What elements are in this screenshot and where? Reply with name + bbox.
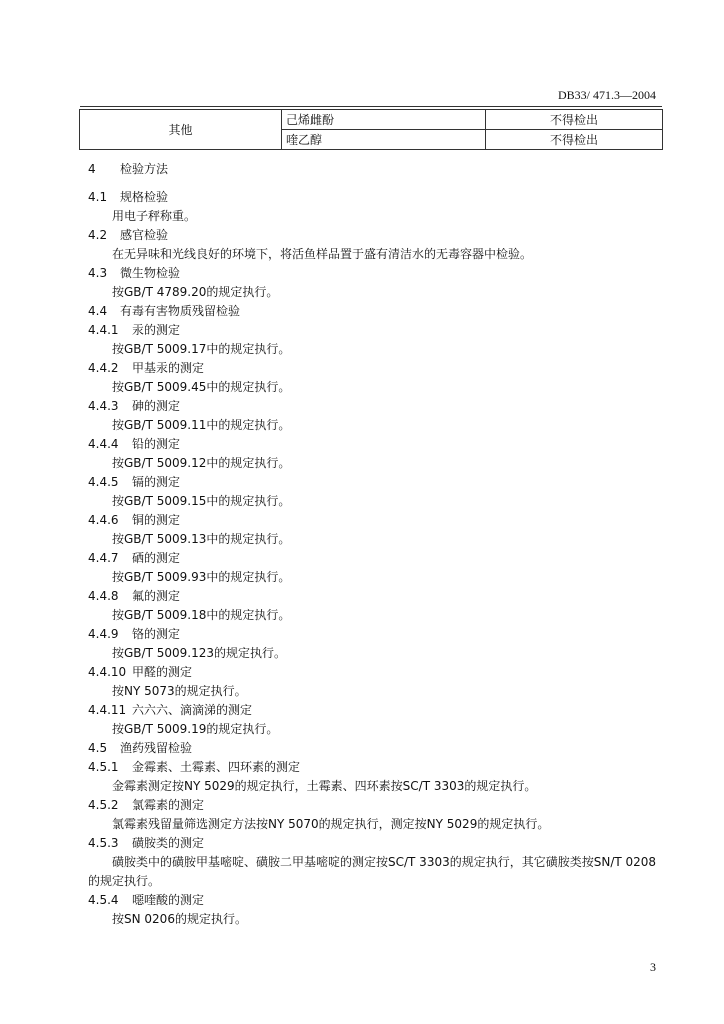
- clause-heading: [88, 473, 668, 492]
- clause-heading: [88, 435, 668, 454]
- clause-number: 4.1: [88, 190, 108, 204]
- clause-title: 有毒有害物质残留检验: [120, 304, 241, 318]
- clause-heading: [88, 834, 668, 853]
- clause-text: 按SN 0206的规定执行。: [112, 912, 247, 926]
- clause-number: 4.4.1: [88, 323, 119, 337]
- clause-title: 汞的测定: [132, 323, 181, 337]
- clause-text: 按GB/T 5009.11中的规定执行。: [112, 418, 291, 432]
- clause-number: 4.4.4: [88, 437, 119, 451]
- clause-text: 在无异味和光线良好的环境下，将活鱼样品置于盛有清洁水的无毒容器中检验。: [112, 247, 533, 261]
- clause-heading: [88, 188, 668, 207]
- clause-number: 4.2: [88, 228, 108, 242]
- section-heading: [88, 160, 668, 179]
- clause-text: 按GB/T 5009.93中的规定执行。: [112, 570, 291, 584]
- clause-text: 按GB/T 5009.13中的规定执行。: [112, 532, 291, 546]
- clause-heading: [88, 549, 668, 568]
- document-code: DB33/ 471.3—2004: [557, 88, 656, 102]
- clause-title: 氟的测定: [132, 589, 181, 603]
- clause-title: 甲基汞的测定: [132, 361, 205, 375]
- clause-title: 甲醛的测定: [132, 665, 193, 679]
- clause-heading: [88, 625, 668, 644]
- clause-number: 4.4.11: [88, 703, 127, 717]
- clause-title: 氯霉素的测定: [132, 798, 205, 812]
- clause-number: 4.5.2: [88, 798, 119, 812]
- clause-title: 铬的测定: [132, 627, 181, 641]
- clause-heading: [88, 701, 668, 720]
- clause-text: 按GB/T 5009.17中的规定执行。: [112, 342, 291, 356]
- clause-title: 磺胺类的测定: [132, 836, 205, 850]
- residue-limit-table: [79, 109, 663, 150]
- clause-heading: [88, 226, 668, 245]
- clause-text: 氯霉素残留量筛选测定方法按NY 5070的规定执行，测定按NY 5029的规定执行。: [112, 817, 550, 831]
- clause-text: 按GB/T 5009.45中的规定执行。: [112, 380, 291, 394]
- table-group-label: 其他: [80, 110, 282, 150]
- clause-number: 4.4: [88, 304, 108, 318]
- clause-title: 硒的测定: [132, 551, 181, 565]
- clause-title: 六六六、滴滴涕的测定: [132, 703, 253, 717]
- clause-heading: [88, 397, 668, 416]
- clause-title: 镉的测定: [132, 475, 181, 489]
- clause-text: 金霉素测定按NY 5029的规定执行，土霉素、四环素按SC/T 3303的规定执行。: [112, 779, 537, 793]
- clause-number: 4.4.9: [88, 627, 119, 641]
- clause-title: 铅的测定: [132, 437, 181, 451]
- clause-text: 按NY 5073的规定执行。: [112, 684, 247, 698]
- clause-heading: [88, 321, 668, 340]
- clause-number: 4.5.4: [88, 893, 119, 907]
- clause-heading: [88, 264, 668, 283]
- clause-heading: [88, 302, 668, 321]
- clause-title: 金霉素、土霉素、四环素的测定: [132, 760, 301, 774]
- clause-number: 4.4.8: [88, 589, 119, 603]
- clause-text: 按GB/T 5009.123的规定执行。: [112, 646, 286, 660]
- section-title: 检验方法: [120, 162, 169, 176]
- clause-title: 砷的测定: [132, 399, 181, 413]
- clause-number: 4.4.3: [88, 399, 119, 413]
- table-limit: 不得检出: [486, 130, 663, 150]
- clause-number: 4.5: [88, 741, 108, 755]
- section-number: 4: [88, 162, 96, 176]
- clause-title: 渔药残留检验: [120, 741, 193, 755]
- clause-heading: [88, 511, 668, 530]
- clause-number: 4.3: [88, 266, 108, 280]
- clause-title: 铜的测定: [132, 513, 181, 527]
- table-row: [80, 110, 663, 130]
- table-item: 己烯雌酚: [282, 110, 486, 130]
- page-number: 3: [650, 960, 656, 974]
- document-body: [88, 160, 668, 929]
- clause-heading: [88, 739, 668, 758]
- clause-number: 4.5.3: [88, 836, 119, 850]
- clause-list: [88, 188, 668, 929]
- clause-heading: [88, 891, 668, 910]
- clause-text: 按GB/T 5009.12中的规定执行。: [112, 456, 291, 470]
- clause-number: 4.4.7: [88, 551, 119, 565]
- clause-text: 按GB/T 5009.15中的规定执行。: [112, 494, 291, 508]
- clause-heading: [88, 359, 668, 378]
- clause-number: 4.4.10: [88, 665, 127, 679]
- clause-number: 4.4.2: [88, 361, 119, 375]
- clause-text: 用电子秤称重。: [112, 209, 197, 223]
- clause-title: 感官检验: [120, 228, 169, 242]
- clause-title: 噁喹酸的测定: [132, 893, 205, 907]
- clause-text: 按GB/T 5009.18中的规定执行。: [112, 608, 291, 622]
- clause-heading: [88, 758, 668, 777]
- clause-title: 规格检验: [120, 190, 169, 204]
- clause-text: 磺胺类中的磺胺甲基嘧啶、磺胺二甲基嘧啶的测定按SC/T 3303的规定执行，其它磺胺类按SN/T 0208的规定执行。: [88, 855, 657, 888]
- header-rule: [80, 106, 662, 107]
- clause-number: 4.4.6: [88, 513, 119, 527]
- clause-number: 4.4.5: [88, 475, 119, 489]
- clause-number: 4.5.1: [88, 760, 119, 774]
- clause-heading: [88, 796, 668, 815]
- clause-text: 按GB/T 5009.19的规定执行。: [112, 722, 279, 736]
- clause-heading: [88, 663, 668, 682]
- clause-title: 微生物检验: [120, 266, 181, 280]
- clause-text: 按GB/T 4789.20的规定执行。: [112, 285, 279, 299]
- table-item: 喹乙醇: [282, 130, 486, 150]
- clause-heading: [88, 587, 668, 606]
- table-limit: 不得检出: [486, 110, 663, 130]
